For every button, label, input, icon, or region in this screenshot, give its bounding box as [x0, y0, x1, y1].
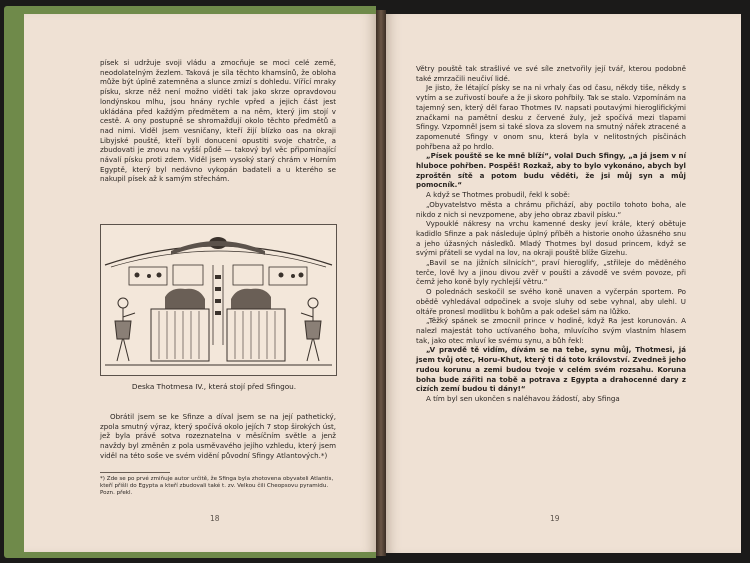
- left-page: [24, 14, 376, 552]
- paragraph: „V pravdě tě vidím, dívám se na tebe, synu můj, Thotmesi, já jsem tvůj otec, Horu-Khut, který ti dá toto království. Zvedneš jeho rudou korunu a zemi budou tvoje v celém svém rozsahu. Koruna boha bude zářiti na tobě a potrava z Egypta a drahocenné dary z cizích zemí budou ti dány!“: [416, 345, 686, 394]
- page-number: 18: [210, 514, 220, 523]
- figure-caption: Deska Thotmesa IV., která stojí před Sfingou.: [131, 382, 297, 391]
- paragraph: písek si udržuje svoji vládu a zmocňuje se moci celé země, neodolatelným žezlem. Taková je síla těchto khamsínů, že obloha může být úplně zatemněna a slunce zmizí s dohledu. Vířící mraky písku, skrze něž není možno viděti tak jako skrze opravdovou londýnskou mlhu, jsou hnány rychle vpřed a jejich část jest ukládána před každým předmětem a na něm, který jim stojí v cestě. A ony postupně se shromažďují okolo těchto předmětů a nad nimi. Viděl jsem vesničany, kteří žijí blízko oas na okraji Libyjské pouště, kteří byli donuceni opustiti svoje chatrče, a zbudovati je znovu na vyšší půdě — takový byl věc připomínající návalí písku proti zdem. Viděl jsem vysoký starý chrám v Horním Egyptě, který byl nedávno vykopán badateli a u kterého se nakupil písek až k samým střechám.: [100, 58, 336, 184]
- right-page-text: [416, 64, 686, 404]
- left-page-top-text: [100, 58, 336, 184]
- paragraph: „Obyvatelstvo města a chrámu přichází, aby poctilo tohoto boha, ale nikdo z nich si nevzpomene, aby jeho obraz zbavil písku.“: [416, 199, 686, 219]
- paragraph: A tím byl sen ukončen s naléhavou žádostí, aby Sfinga: [426, 393, 620, 403]
- paragraph: Větry pouště tak strašlivé ve své síle znetvořily její tvář, kterou podobně také zmrzačili neučiví lidé.: [416, 64, 686, 83]
- book-gutter: [376, 10, 386, 556]
- paragraph: „Bavil se na jižních silnicích“, praví hieroglify, „střileje do měděného terče, lově lvy a jinou divou zvěř v poušti a závodě ve svém povoze, při čemž jeho koně byly rychlejší větru.“: [416, 258, 686, 287]
- paragraph: O polednách seskočil se svého koně unaven a vyčerpán sportem. Po obědě vyhledával odpočinek a svoje sluhy od sebe vyhnal, aby ulehl. U oltáře pronesl modlitbu k bohům a pak odešel sám na lůžko.: [416, 287, 686, 316]
- paragraph: Je jisto, že létající písky se na ni vrhaly čas od času, někdy tiše, někdy s vytím a se zuřivostí bouře a že ji skoro pohřbily. Tak se stalo. Vzpomínám na tajemný sen, který děl farao Thotmes IV. napsati poutavými hieroglifickými značkami na pamětní desku z červené žuly, jež spočívá mezi tlapami Sfingy. Vzpomněl jsem si také slova za slovem na smutný nářek ztracené a zapomenuté Sfingy v onom snu, která byla v nelitostných písčinách pohřbena až po hrdlo.: [416, 83, 686, 151]
- paragraph: „Písek pouště se ke mně blíží“, volal Duch Sfingy, „a já jsem v ní hluboce pohřben. Pospěš! Rozkaž, aby to bylo vykonáno, abych byl zproštěn sítě a potom budu věděti, že jsi můj syn a můj pomocník.“: [416, 151, 686, 190]
- paragraph: A když se Thotmes probudil, řekl k sobě:: [426, 190, 571, 200]
- stele-illustration: [100, 224, 337, 376]
- paragraph: „Těžký spánek se zmocnil prince v hodině, když Ra jest korunován. A nalezl majestát toho uctívaného boha, mluvícího svým vlastním hlasem tak, jako otec mluví ke svému synu, a bůh řekl:: [416, 316, 686, 345]
- paragraph: Vypouklé nákresy na vrchu kamenné desky jeví krále, který obětuje kadidlo Sfinze a pak následuje úplný příběh a historie onoho úžasného snu a jeho úžasných následků. Mladý Thotmes byl dosud princem, když se svými přáteli se vydal na lov, na okraji pouště blíže Gizehu.: [416, 219, 686, 258]
- stele-drawing: [101, 225, 336, 375]
- left-page-bottom-text: [100, 412, 336, 461]
- right-page: [386, 14, 741, 553]
- footnote: *) Zde se po prvé zmiňuje autor určitě, že Sfinga byla zhotovena obyvateli Atlantis, kteří přišli do Egypta a kteří zbudovali také t. zv. Velkou čili Cheopsovu pyramidu. Pozn. překl.: [100, 476, 334, 496]
- paragraph: Obrátil jsem se ke Sfinze a díval jsem se na její pathetický, zpola smutný výraz, který spočívá okolo jejích 7 stop širokých úst, jež byla právě sotva rozeznatelna v měsíčním světle a jenž navždy byl změněn z pola usměvavého jejího vzhledu, který jsem viděl na této soše ve svém vidění původní Sfingy Atlantových.*): [100, 412, 336, 460]
- footnote-divider: [100, 472, 170, 473]
- page-number: 19: [550, 514, 560, 523]
